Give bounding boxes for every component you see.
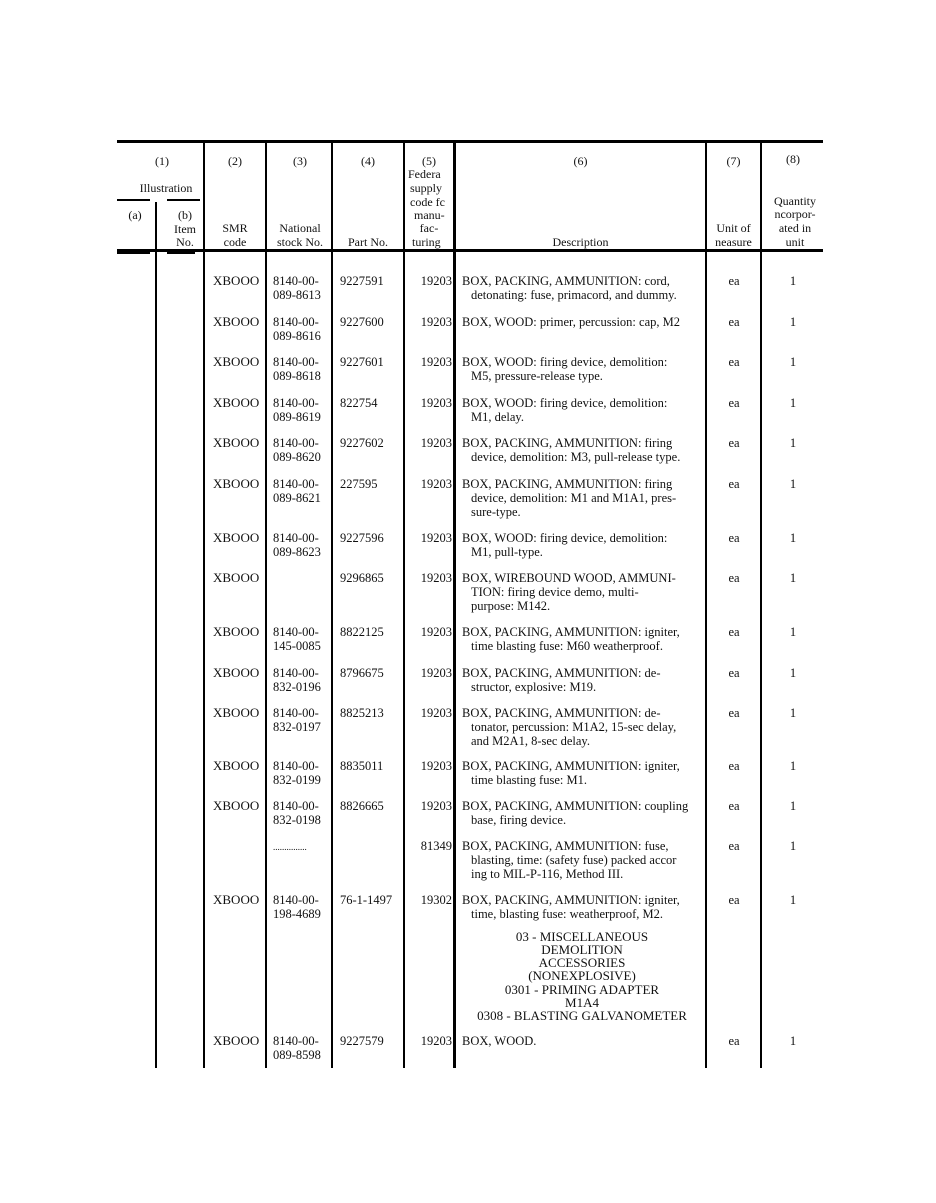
description-line1: BOX, PACKING, AMMUNITION: de- [462,706,661,720]
part-number: 8825213 [340,706,384,720]
description [462,666,704,694]
stock-number-line2: 832-0199 [273,773,321,787]
fscm-code: 19203 [420,274,452,288]
description [462,893,704,921]
stock-number-line2: 089-8620 [273,450,321,464]
stock-number-line2: 089-8613 [273,288,321,302]
description [462,355,704,383]
smr-code: XBOOO [213,758,260,773]
stock-number-line2: 089-8623 [273,545,321,559]
fscm-code: 19203 [420,477,452,491]
col2-label-1: SMR [222,221,248,235]
description-line2: TION: firing device demo, multi- [471,585,639,599]
stock-number-line1: 8140-00- [273,799,319,813]
stock-number-line1: 8140-00- [273,706,319,720]
col2-number: (2) [228,154,242,168]
smr-code: XBOOO [213,273,260,288]
description-line2: tonator, percussion: M1A2, 15-sec delay, [471,720,677,734]
description-line1: BOX, WIREBOUND WOOD, AMMUNI- [462,571,676,585]
stock-number-placeholder: ............... [273,842,307,852]
description [462,759,704,787]
col-divider-4 [403,143,405,1068]
smr-code: XBOOO [213,624,260,639]
unit-of-measure: ea [728,355,740,369]
description [462,477,704,519]
description-line2: base, firing device. [471,813,567,827]
col-divider-7 [760,143,762,1068]
stock-number-line2: 089-8616 [273,329,321,343]
description [462,799,704,827]
fscm-code: 19203 [420,799,452,813]
smr-code: XBOOO [213,798,260,813]
unit-of-measure: ea [728,396,740,410]
col3-label-2: stock No. [277,235,323,249]
col5-label-6: turing [412,235,441,249]
fscm-code: 19203 [420,625,452,639]
col3-label-1: National [279,221,321,235]
stock-number-line2: 089-8618 [273,369,321,383]
col1b-label-1: Item [174,222,196,236]
section-line-4: (NONEXPLOSIVE) [528,968,636,983]
stock-number-line2: 145-0085 [273,639,321,653]
part-number: 822754 [340,396,378,410]
col5-label-3: code fc [410,195,445,209]
description-line1: BOX, WOOD: firing device, demolition: [462,531,668,545]
stock-number-line1: 8140-00- [273,436,319,450]
col8-label-3: ated in [778,221,812,235]
description-line3: purpose: M142. [471,599,551,613]
fscm-code: 81349 [420,839,452,853]
header-bottom-rule [117,249,823,252]
part-number: 9227601 [340,355,384,369]
description-line2: detonating: fuse, primacord, and dummy. [471,288,677,302]
description-line2: time, blasting fuse: weatherproof, M2. [471,907,663,921]
unit-of-measure: ea [728,477,740,491]
col1-title: Illustration [139,181,193,195]
col5-label-5: fac- [419,221,439,235]
part-number: 9227602 [340,436,384,450]
fscm-code: 19203 [420,531,452,545]
col2-label-2: code [223,235,247,249]
smr-code: XBOOO [213,354,260,369]
smr-code: XBOOO [213,570,260,585]
stock-number-line1: 8140-00- [273,893,319,907]
col7-label-1: Unit of [716,221,751,235]
table-top-rule [117,140,823,143]
description-line2: structor, explosive: M19. [471,680,597,694]
description [462,706,704,748]
unit-of-measure: ea [728,1034,740,1048]
description-line1: BOX, PACKING, AMMUNITION: firing [462,477,673,491]
quantity: 1 [789,799,797,813]
part-number: 8826665 [340,799,384,813]
stock-number-line2: 089-8621 [273,491,321,505]
unit-of-measure: ea [728,531,740,545]
col-divider-2 [265,143,267,1068]
col5-label-1: Federa [408,167,441,181]
section-line-7: 0308 - BLASTING GALVANOMETER [477,1008,687,1023]
quantity: 1 [789,893,797,907]
description-line1: BOX, PACKING, AMMUNITION: firing [462,436,673,450]
fscm-code: 19203 [420,436,452,450]
fscm-code: 19302 [420,893,452,907]
stock-number-line2: 089-8619 [273,410,321,424]
unit-of-measure: ea [728,315,740,329]
description-line1: BOX, WOOD: firing device, demolition: [462,396,668,410]
description-line1: BOX, PACKING, AMMUNITION: igniter, [462,893,680,907]
part-number: 76-1-1497 [340,893,393,907]
unit-of-measure: ea [728,706,740,720]
description [462,396,704,424]
stock-number-line1: 8140-00- [273,274,319,288]
col8-number: (8) [786,152,800,166]
fscm-code: 19203 [420,396,452,410]
unit-of-measure: ea [728,274,740,288]
unit-of-measure: ea [728,625,740,639]
fscm-code: 19203 [420,759,452,773]
description-line1: BOX, WOOD: primer, percussion: cap, M2 [462,315,680,329]
description-line2: M5, pressure-release type. [471,369,603,383]
quantity: 1 [789,355,797,369]
description-line3: and M2A1, 8-sec delay. [471,734,590,748]
unit-of-measure: ea [728,759,740,773]
description [462,436,704,464]
description [462,839,704,881]
quantity: 1 [789,706,797,720]
part-number: 8822125 [340,625,384,639]
quantity: 1 [789,571,797,585]
fscm-code: 19203 [420,666,452,680]
col-divider-1b [203,143,205,1068]
col7-label-2: neasure [715,235,752,249]
smr-code: XBOOO [213,892,260,907]
unit-of-measure: ea [728,799,740,813]
stock-number-line1: 8140-00- [273,1034,319,1048]
description-line2: device, demolition: M3, pull-release type. [471,450,681,464]
description-line1: BOX, PACKING, AMMUNITION: fuse, [462,839,669,853]
description-line3: sure-type. [471,505,521,519]
col-divider-3 [331,143,333,1068]
description-line1: BOX, WOOD. [462,1034,537,1048]
fscm-code: 19203 [420,571,452,585]
description [462,1034,704,1048]
description-line1: BOX, PACKING, AMMUNITION: igniter, [462,759,680,773]
part-number: 9296865 [340,571,384,585]
description-line2: device, demolition: M1 and M1A1, pres- [471,491,677,505]
col8-label-4: unit [785,235,805,249]
stock-number-line2: 832-0196 [273,680,321,694]
illustration-underline [117,199,150,201]
stock-number-line1: 8140-00- [273,531,319,545]
stock-number-line1: 8140-00- [273,355,319,369]
description [462,315,704,329]
item-stub-rule [167,252,195,254]
col5-label-2: supply [410,181,443,195]
fscm-code: 19203 [420,315,452,329]
quantity: 1 [789,666,797,680]
part-number: 9227591 [340,274,384,288]
left-stub-rule [117,252,150,254]
stock-number-line1: 8140-00- [273,666,319,680]
col6-label-1: Description [552,235,609,249]
quantity: 1 [789,477,797,491]
col1a-number: (a) [128,208,142,222]
quantity: 1 [789,531,797,545]
smr-code: XBOOO [213,665,260,680]
description [462,625,704,653]
description [462,531,704,559]
description-line2: M1, delay. [471,410,524,424]
description-line2: blasting, time: (safety fuse) packed accor [471,853,677,867]
description [462,571,704,613]
stock-number-line2: 832-0198 [273,813,321,827]
col-divider-5 [453,140,456,1068]
smr-code: XBOOO [213,530,260,545]
stock-number-line2: 198-4689 [273,907,321,921]
col5-number: (5) [422,154,436,168]
col6-number: (6) [573,154,588,168]
col1b-label-2: No. [176,235,194,249]
smr-code: XBOOO [213,476,260,491]
description [462,274,704,302]
fscm-code: 19203 [420,706,452,720]
part-number: 9227600 [340,315,384,329]
quantity: 1 [789,436,797,450]
smr-code: XBOOO [213,435,260,450]
description-line3: ing to MIL-P-116, Method III. [471,867,624,881]
col-divider-1a [155,202,157,1068]
section-line-5: 0301 - PRIMING ADAPTER [504,982,660,997]
col1-number: (1) [155,154,169,168]
unit-of-measure: ea [728,571,740,585]
part-number: 9227596 [340,531,384,545]
part-number: 227595 [340,477,378,491]
quantity: 1 [789,315,797,329]
quantity: 1 [789,839,797,853]
quantity: 1 [789,1034,797,1048]
smr-code: XBOOO [213,314,260,329]
col8-label-1: Quantity [774,194,816,208]
unit-of-measure: ea [728,666,740,680]
stock-number-line1: 8140-00- [273,625,319,639]
section-line-1: 03 - MISCELLANEOUS [515,929,649,944]
quantity: 1 [789,625,797,639]
col7-number: (7) [726,154,741,168]
description-line1: BOX, PACKING, AMMUNITION: coupling [462,799,689,813]
unit-of-measure: ea [728,893,740,907]
col3-number: (3) [293,154,307,168]
col4-label-1: Part No. [348,235,388,249]
smr-code: XBOOO [213,705,260,720]
section-line-6: M1A4 [565,995,599,1010]
fscm-code: 19203 [420,355,452,369]
description-line1: BOX, PACKING, AMMUNITION: cord, [462,274,670,288]
smr-code: XBOOO [213,1033,260,1048]
unit-of-measure: ea [728,436,740,450]
quantity: 1 [789,274,797,288]
part-number: 9227579 [340,1034,384,1048]
quantity: 1 [789,396,797,410]
description-line1: BOX, PACKING, AMMUNITION: igniter, [462,625,680,639]
col4-number: (4) [361,154,375,168]
smr-code: XBOOO [213,395,260,410]
description-line2: time blasting fuse: M60 weatherproof. [471,639,663,653]
section-line-2: DEMOLITION [541,942,623,957]
part-number: 8796675 [340,666,384,680]
part-number: 8835011 [340,759,384,773]
col5-label-4: manu- [414,208,445,222]
illustration-underline-b [167,199,200,201]
stock-number-line2: 089-8598 [273,1048,321,1062]
stock-number-line1: 8140-00- [273,396,319,410]
stock-number-line1: 8140-00- [273,759,319,773]
stock-number-line1: 8140-00- [273,315,319,329]
description-line2: time blasting fuse: M1. [471,773,587,787]
description-line1: BOX, WOOD: firing device, demolition: [462,355,668,369]
stock-number-line2: 832-0197 [273,720,321,734]
stock-number-line1: 8140-00- [273,477,319,491]
quantity: 1 [789,759,797,773]
unit-of-measure: ea [728,839,740,853]
section-line-3: ACCESSORIES [538,955,626,970]
fscm-code: 19203 [420,1034,452,1048]
col1b-number: (b) [178,208,192,222]
col8-label-2: ncorpor- [774,207,816,221]
description-line2: M1, pull-type. [471,545,543,559]
description-line1: BOX, PACKING, AMMUNITION: de- [462,666,661,680]
